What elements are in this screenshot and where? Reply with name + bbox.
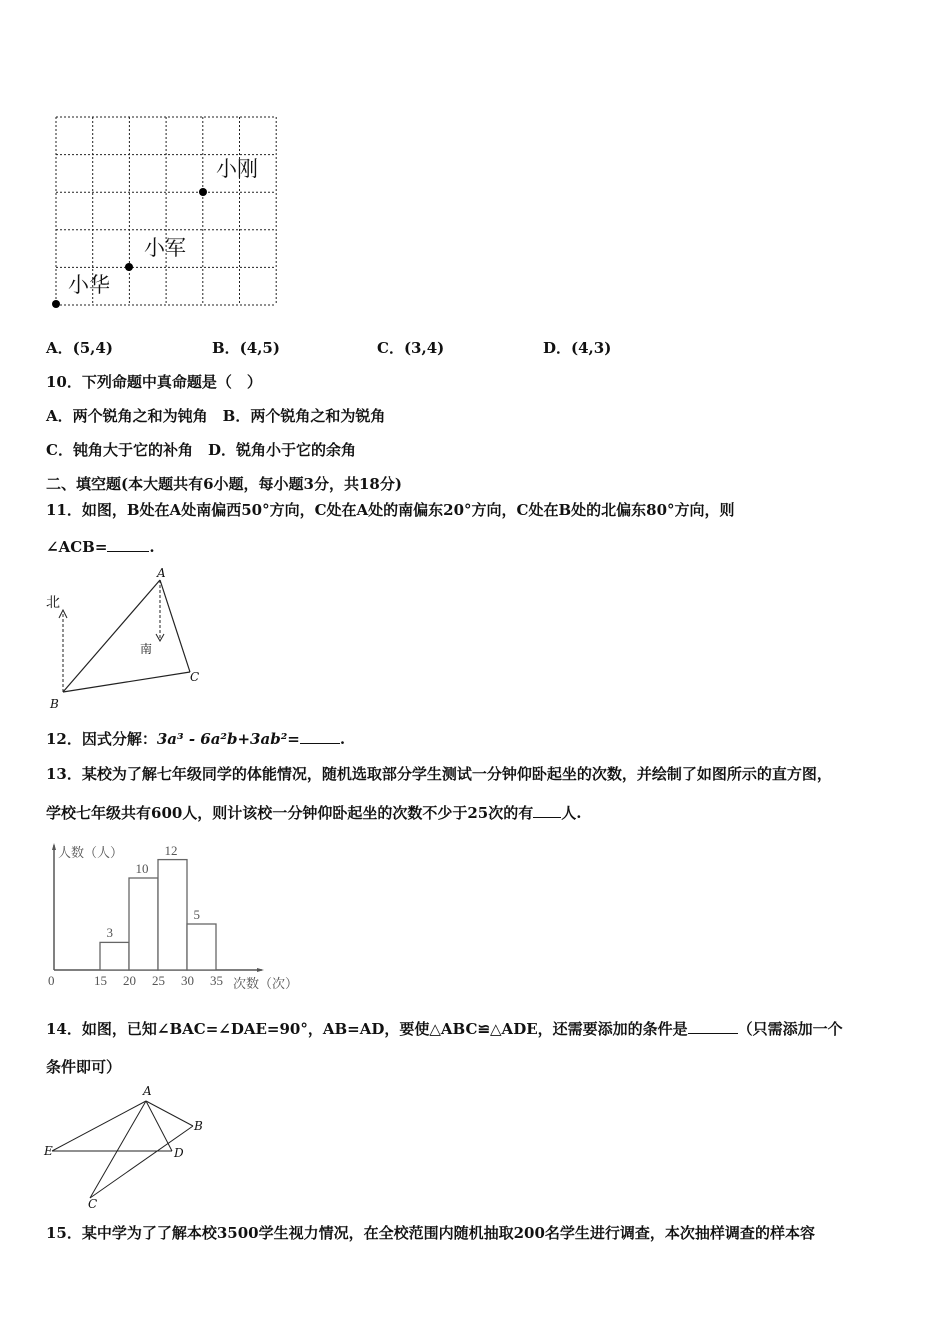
x-axis-label: 次数（次） [233, 977, 299, 992]
point-xiaohua [52, 300, 60, 308]
congruent-triangles-figure [52, 1101, 193, 1198]
section-2-heading: 二、填空题(本大题共有6小题，每小题3分，共18分) [46, 475, 402, 493]
q12 [46, 728, 345, 749]
q9-option-b: B．(4,5) [212, 339, 280, 357]
answer-blank[interactable] [300, 743, 340, 744]
q12-expression: 3a³ - 6a²b+3ab²= [156, 730, 300, 748]
point-c-label: C [88, 1197, 98, 1211]
north-label: 北 [46, 595, 60, 611]
q13-line2 [46, 802, 581, 823]
q10-stem: 10．下列命题中真命题是（ ） [46, 373, 262, 391]
histogram-chart [52, 843, 264, 972]
x-tick-label: 0 [48, 973, 55, 988]
histogram-bar [187, 924, 216, 970]
q11-stem: 11．如图，B处在A处南偏西50°方向，C处在A处的南偏东20°方向，C处在B处的北偏东80°方向，则 [46, 501, 735, 519]
south-label: 南 [140, 642, 153, 656]
bar-value-label: 5 [193, 907, 200, 922]
label-xiaogang: 小刚 [216, 157, 258, 181]
q11-angle: ∠ACB= [46, 538, 108, 556]
q9-option-a: A．(5,4) [46, 339, 113, 357]
histogram-bar [129, 878, 158, 970]
point-d-label: D [174, 1146, 184, 1160]
q13-text: 学校七年级共有600人，则计该校一分钟仰卧起坐的次数不少于25次的有 [46, 804, 534, 822]
x-tick-label: 30 [181, 973, 194, 988]
q9-option-d: D．(4,3) [543, 339, 612, 357]
q14-line2: 条件即可） [46, 1058, 122, 1076]
x-tick-label: 15 [94, 973, 107, 988]
q13-end: 人. [561, 804, 582, 822]
bar-value-label: 10 [135, 861, 149, 876]
q11-end: . [149, 538, 155, 556]
q10-options-ab: A．两个锐角之和为钝角 B．两个锐角之和为锐角 [46, 407, 386, 425]
histogram-bar [100, 942, 129, 970]
q11-answer-line [46, 538, 155, 556]
q9-option-c: C．(3,4) [377, 339, 445, 357]
q12-prefix: 12．因式分解： [46, 730, 157, 748]
point-e-label: E [44, 1144, 53, 1158]
label-xiaojun: 小军 [144, 236, 186, 260]
histogram-bar [158, 860, 187, 970]
direction-triangle-figure [59, 580, 190, 692]
point-xiaojun [125, 263, 133, 271]
bar-value-label: 3 [106, 925, 113, 941]
point-xiaogang [199, 188, 207, 196]
y-axis-label: 人数（人） [58, 846, 124, 861]
x-tick-label: 35 [210, 973, 223, 988]
q14-note: （只需添加一个 [737, 1020, 843, 1038]
answer-blank[interactable] [688, 1033, 738, 1034]
q15-line1: 15．某中学为了了解本校3500学生视力情况，在全校范围内随机抽取200名学生进行调查，本次抽样调查的样本容 [46, 1224, 815, 1242]
point-b-label: B [194, 1119, 203, 1133]
q14-line1 [46, 1018, 843, 1039]
bar-value-label: 12 [164, 842, 178, 858]
x-tick-label: 25 [152, 973, 165, 988]
label-xiaohua: 小华 [68, 273, 110, 297]
q12-end: . [339, 730, 346, 748]
answer-blank[interactable] [107, 551, 149, 552]
point-a-label: A [157, 566, 166, 580]
answer-blank[interactable] [533, 817, 561, 818]
q14-text: 14．如图，已知∠BAC=∠DAE=90°，AB=AD，要使△ABC≌△ADE，还需要添加的条件是 [46, 1020, 688, 1038]
point-a-label: A [143, 1084, 152, 1098]
point-c-label: C [190, 670, 200, 684]
point-b-label: B [50, 697, 59, 711]
x-tick-label: 20 [123, 973, 136, 988]
q10-options-cd: C．钝角大于它的补角 D．锐角小于它的余角 [46, 441, 356, 459]
q13-line1: 13．某校为了解七年级同学的体能情况，随机选取部分学生测试一分钟仰卧起坐的次数，并绘制了如图所示的直方图， [46, 765, 832, 783]
